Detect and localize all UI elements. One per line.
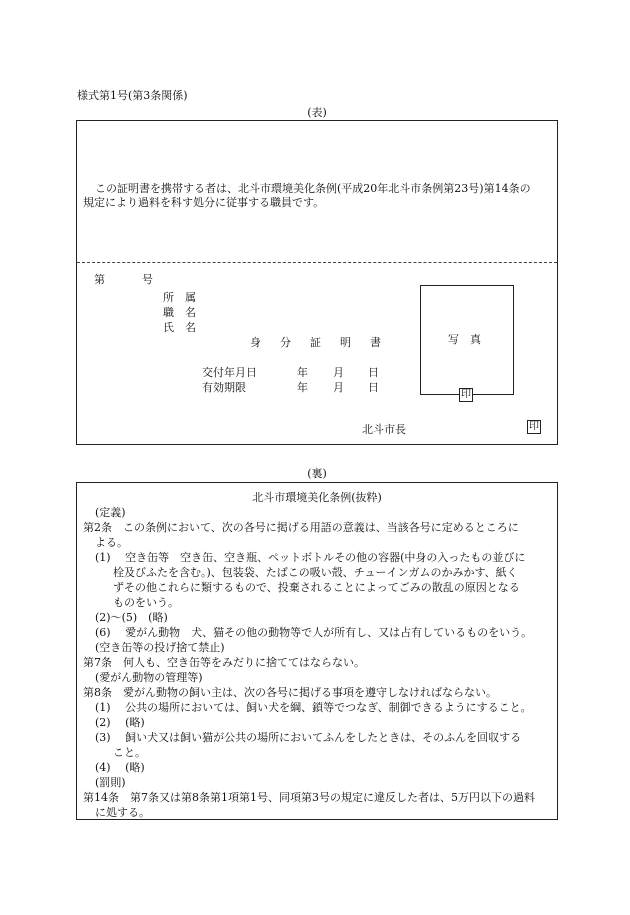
form-label: 様式第1号(第3条関係) — [77, 89, 188, 102]
back-text-line: (2)～(5) (略) — [95, 611, 168, 624]
back-heading: (裏) — [307, 467, 327, 480]
back-text-line: (1) 公共の場所においては、飼い犬を綱、鎖等でつなぎ、制御できるようにすること。 — [95, 701, 532, 714]
back-text-line: こと。 — [113, 746, 146, 759]
issue-date-year: 年 — [297, 366, 308, 379]
issuer-stamp-icon: 印 — [529, 421, 539, 432]
back-text-line: (愛がん動物の管理等) — [95, 671, 203, 684]
field-title: 職 名 — [163, 306, 196, 319]
issue-date-month: 月 — [333, 366, 344, 379]
field-affiliation: 所 属 — [163, 291, 196, 304]
field-name: 氏 名 — [163, 321, 196, 334]
back-title: 北斗市環境美化条例(抜粋) — [252, 491, 382, 504]
back-text-line: 第7条 何人も、空き缶等をみだりに捨ててはならない。 — [83, 656, 365, 669]
issue-date-label: 交付年月日 — [202, 366, 257, 379]
valid-until-day: 日 — [368, 381, 379, 394]
front-heading: (表) — [307, 106, 327, 119]
statement-line-1: この証明書を携帯する者は、北斗市環境美化条例(平成20年北斗市条例第23号)第14条の — [95, 182, 531, 195]
back-text-line: ものをいう。 — [113, 596, 179, 609]
back-text-line: ずその他これらに類するもので、投棄されることによってごみの散乱の原因となる — [113, 581, 520, 594]
photo-label: 写 真 — [448, 333, 481, 346]
back-text-line: (空き缶等の投げ捨て禁止) — [95, 641, 225, 654]
number-label-suffix: 号 — [142, 273, 153, 286]
back-text-line: (4) (略) — [95, 761, 145, 774]
valid-until-month: 月 — [333, 381, 344, 394]
issuer: 北斗市長 — [362, 423, 406, 436]
back-text-line: (1) 空き缶等 空き缶、空き瓶、ペットボトルその他の容器(中身の入ったもの並びに — [95, 551, 526, 564]
number-label-prefix: 第 — [94, 273, 105, 286]
back-text-line: に処する。 — [95, 806, 150, 819]
issue-date-day: 日 — [368, 366, 379, 379]
back-text-line: (6) 愛がん動物 犬、猫その他の動物等で人が所有し、又は占有しているものをいう。 — [95, 626, 533, 639]
back-text-line: 第14条 第7条又は第8条第1項第1号、同項第3号の規定に違反した者は、5万円以下の過料 — [83, 791, 535, 804]
statement-line-2: 規定により過料を科す処分に従事する職員です。 — [83, 196, 325, 209]
valid-until-year: 年 — [297, 381, 308, 394]
back-text-line: 栓及びふたを含む。)、包装袋、たばこの吸い殻、チューインガムのかみかす、紙く — [113, 566, 518, 579]
card-title: 身 分 証 明 書 — [250, 336, 385, 349]
perforation-line — [77, 262, 557, 263]
back-text-line: よる。 — [95, 536, 128, 549]
back-text-line: (罰則) — [95, 776, 126, 789]
back-text-line: 第8条 愛がん動物の飼い主は、次の各号に掲げる事項を遵守しなければならない。 — [83, 686, 497, 699]
photo-stamp-icon: 印 — [461, 389, 471, 400]
back-text-line: 第2条 この条例において、次の各号に掲げる用語の意義は、当該各号に定めるところに — [83, 521, 519, 534]
back-text-line: (定義) — [95, 506, 126, 519]
back-text-line: (2) (略) — [95, 716, 145, 729]
valid-until-label: 有効期限 — [202, 381, 246, 394]
back-text-line: (3) 飼い犬又は飼い猫が公共の場所においてふんをしたときは、そのふんを回収する — [95, 731, 522, 744]
